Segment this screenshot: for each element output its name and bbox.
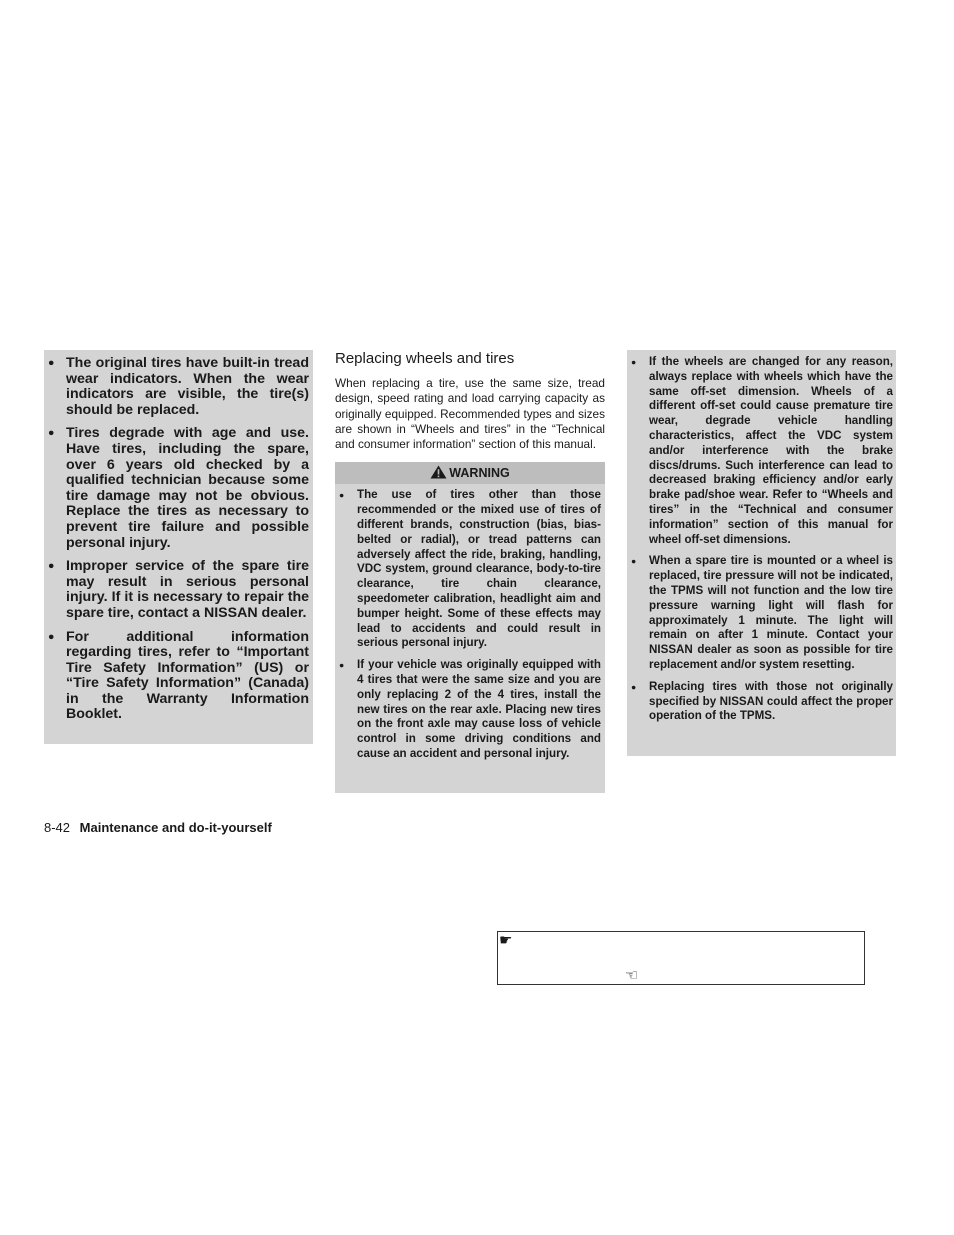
list-item: ● Tires degrade with age and use. Have tires, including the spare, over 6 years old checked by a qualified technician because some tire damage may not be obvious. Replace the tires as necessary to prevent tire failure and possible personal injury. bbox=[46, 426, 309, 551]
page-number: 8-42 bbox=[44, 820, 71, 835]
right-bullet-list bbox=[629, 355, 893, 724]
note-box bbox=[497, 931, 865, 985]
left-caution-box bbox=[44, 350, 313, 744]
footer-section-title: Maintenance and do-it-yourself bbox=[79, 820, 272, 835]
pointing-hand-icon: ☜ bbox=[625, 967, 639, 984]
list-item: ● If the wheels are changed for any reason, always replace with wheels which have the same off-set dimension. Wheels of a different off-set could cause premature tire wear, degrade vehicle handling characteristics, affect the VDC system and/or interference with the brake discs/drums. Such interference can lead to decreased braking efficiency and/or early brake pad/shoe wear. Refer to “Wheels and tires” in the “Technical and consumer information” section of this manual for wheel off-set dimensions. bbox=[629, 355, 893, 547]
left-bullet-list bbox=[46, 356, 309, 723]
list-item: ● When a spare tire is mounted or a wheel is replaced, tire pressure will not be indicated, the TPMS will not function and the low tire pressure warning light will flash for approximately 1 minute. The light will remain on after 1 minute. Contact your NISSAN dealer as soon as possible for tire replacement and/or system resetting. bbox=[629, 554, 893, 672]
middle-column bbox=[335, 350, 605, 793]
pointing-hand-icon: ☛ bbox=[499, 932, 513, 949]
warning-triangle-icon bbox=[430, 464, 447, 486]
warning-label: WARNING bbox=[449, 466, 510, 481]
list-item: ● For additional information regarding tires, refer to “Important Tire Safety Information” (US) or “Tire Safety Information” (Canada) in the Warranty Information Booklet. bbox=[46, 630, 309, 724]
list-item: ● The original tires have built-in tread wear indicators. When the wear indicators are visible, the tire(s) should be replaced. bbox=[46, 356, 309, 418]
list-item: ● If your vehicle was originally equipped with 4 tires that were the same size and you are only replacing 2 of the 4 tires, install the new tires on the rear axle. Placing new tires on the front axle may cause loss of vehicle control in some driving conditions and cause an accident and personal injury. bbox=[337, 658, 601, 762]
list-item: ● Improper service of the spare tire may result in serious personal injury. If it is necessary to repair the spare tire, contact a NISSAN dealer. bbox=[46, 559, 309, 621]
list-item: ● Replacing tires with those not originally specified by NISSAN could affect the proper operation of the TPMS. bbox=[629, 680, 893, 724]
list-item: ● The use of tires other than those recommended or the mixed use of tires of different brands, construction (bias, bias-belted or radial), or tread patterns can adversely affect the ride, braking, handling, VDC system, ground clearance, body-to-tire clearance, tire chain clearance, speedometer calibration, headlight aim and bumper height. Some of these effects may lead to accidents and could result in serious personal injury. bbox=[337, 488, 601, 651]
page-footer bbox=[44, 820, 272, 835]
right-caution-box bbox=[627, 350, 896, 756]
warning-header bbox=[335, 462, 605, 484]
section-body: When replacing a tire, use the same size, tread design, speed rating and load carrying capacity as originally equipped. Recommended types and sizes are shown in “Wheels and tires” in the “Technical and consumer information” section of this manual. bbox=[335, 376, 605, 452]
section-title: Replacing wheels and tires bbox=[335, 350, 515, 367]
warning-bullet-list bbox=[337, 488, 601, 761]
warning-box bbox=[335, 462, 605, 793]
